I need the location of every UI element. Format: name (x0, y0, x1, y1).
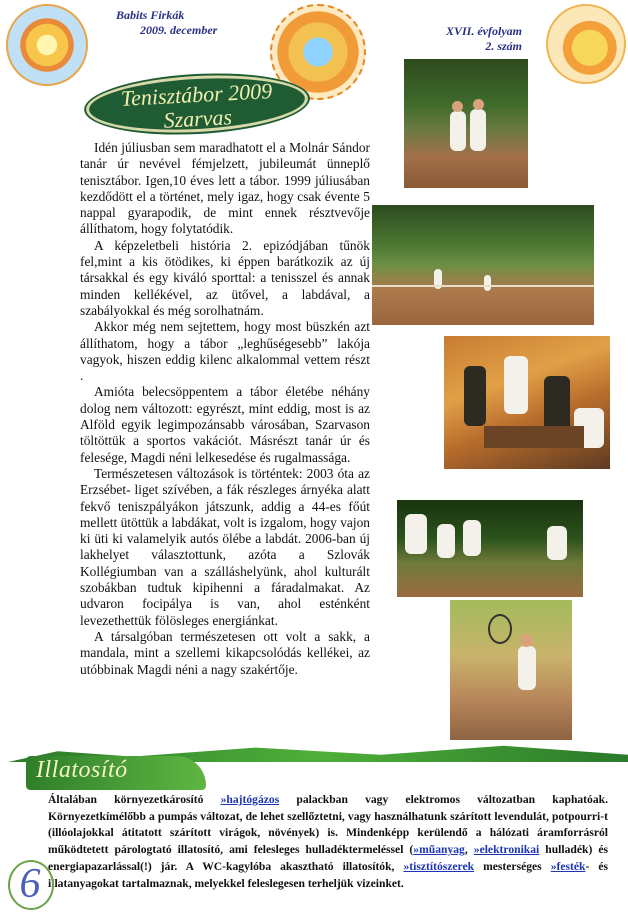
article-paragraph: Akkor még nem sejtettem, hogy most büszkén azt állíthatom, hogy a tábor „leghűségesebb” lakója vagyok, hiszen eddig kilenc alkalommal vettem részt . (80, 319, 370, 384)
section-text: - és illatanyagokat tartalmaznak, melyekkel feleslegesen terheljük vizeinket. (48, 859, 608, 890)
section-text: mesterséges (474, 859, 551, 873)
section-text: palackban vagy elektromos változatban kaphatóak. Környezetkímélőbb a pumpás változat, de lehet szellőztetni, vagy használhatunk szárított levendulát, potpourri-t (illóolajokkal átitatott szárított virágok, növények) is. Mindenképp kerülendő a hálózati áramforrásról működtetett párologtató illatosító, ami felesleges hulladéktermeléssel ( (48, 793, 608, 857)
link-hajtogazos[interactable]: »hajtógázos (220, 793, 280, 806)
link-festek[interactable]: »festék (550, 859, 586, 873)
link-elektronikai[interactable]: »elektronikai (473, 843, 540, 857)
article-title: Tenisztábor 2009 (120, 78, 273, 111)
article-paragraph: Idén júliusban sem maradhatott el a Molnár Sándor tanár úr nevével fémjelzett, jubileumát ünneplő tenisztábor. Igen,10 éves lett a tábor. 1999 júliusában kezdődött el a történet, mely igaz, hogy csak évente 5 nappal gyarapodik, de mint ennek résztvevője állíthatom, hogy folytatódik. (80, 140, 370, 237)
sun-ornament-left (6, 4, 88, 86)
photo-tennis-coaches (404, 59, 528, 188)
masthead-left (116, 8, 256, 38)
section-text: Általában környezetkárosító (48, 793, 221, 806)
section-text: hulladék) és energiapazarlással(!) jár. A WC-kagylóba akasztható illatosítók, (48, 843, 608, 873)
publication-date: 2009. december (140, 23, 218, 37)
volume-label: XVII. évfolyam (446, 24, 522, 38)
photo-child-playing-tennis (450, 600, 572, 740)
link-tisztitoszerek[interactable]: »tisztítószerek (403, 859, 475, 873)
article-paragraph: Amióta belecsöppentem a tábor életébe néhány dolog nem változott: egyrészt, mint eddig, most is az Alföld egyik legimpozánsabb városában, Szarvason töltöttük a sportos vakációt. Másrészt tanár úr és felesége, Magdi néni lelkesedése és rugalmassága. (80, 384, 370, 465)
article-subtitle: Szarvas (162, 104, 233, 133)
article-paragraph: Természetesen változások is történtek: 2003 óta az Erzsébet- liget szívében, a fák részleges árnyéka alatt fekvő teniszpályákon játszunk, addig a 44-es főút mellett ütöttük a labdákat, volt is izgalom, hogy vajon ki üti ki valamelyik autós ölébe a labdát. 2006-ban új lakhelyet választottunk, azóta a Szlovák Kollégiumban van a szálláshelyünk, ahol kulturált szobákban tudtuk kipihenni a fáradalmakat. Az udvaron focipálya is van, ahol esténként levezethettük fölösleges energiánkat. (80, 465, 370, 628)
section-title: Illatosító (36, 757, 128, 783)
article-body (80, 140, 370, 678)
photo-tennis-courts (372, 205, 594, 325)
section-text: , (464, 843, 474, 857)
article-paragraph: A társalgóban természetesen ott volt a sakk, a mandala, mint a szellemi kikapcsolódás kellékei, az utóbbinak Magdi néni a nagy szakértője. (80, 628, 370, 677)
photo-group-indoors (444, 336, 610, 469)
link-muanyag[interactable]: »műanyag (413, 843, 465, 857)
issue-number: 2. szám (485, 39, 522, 53)
photo-players-resting (397, 500, 583, 597)
page-number: 6 (19, 861, 41, 907)
sun-ornament-right (546, 4, 626, 84)
article-paragraph: A képzeletbeli história 2. epizódjában tűnök fel,mint a kis ötödikes, ki éppen barátkozik az új társakkal és egy kiváló sporttal: a tenisszel és annak minden kellékével, az ütővel, a labdával, a szabályokkal és még sorolhatnám. (80, 237, 370, 318)
masthead-right (402, 24, 522, 54)
publication-name: Babits Firkák (116, 8, 185, 22)
article-title-badge (85, 70, 310, 138)
section-body (48, 792, 608, 892)
